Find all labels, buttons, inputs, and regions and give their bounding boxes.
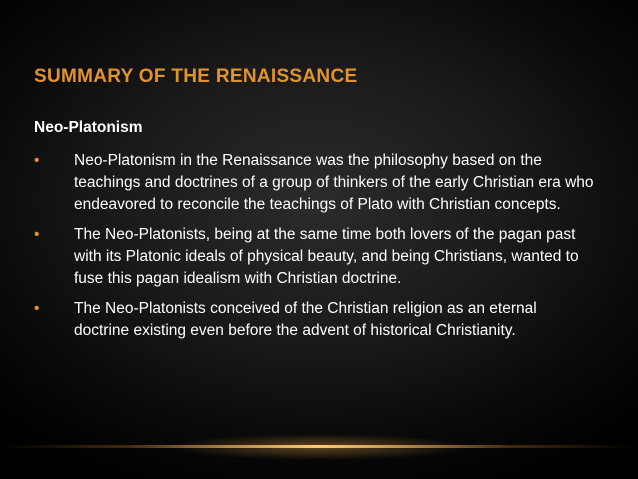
section-heading: Neo-Platonism: [34, 119, 143, 136]
bullet-text: The Neo-Platonists, being at the same time both lovers of the pagan past with its Platonic ideals of physical beauty, and being Christians, wanted to fuse this pagan idealism with Christian doctrine.: [74, 226, 579, 287]
slide-title: SUMMARY OF THE RENAISSANCE: [34, 66, 358, 87]
bullet-icon: •: [34, 152, 40, 169]
bullet-item: [34, 298, 594, 342]
accent-line: [0, 445, 638, 448]
bullet-list: [34, 150, 594, 350]
bullet-icon: •: [34, 300, 40, 317]
bullet-text: The Neo-Platonists conceived of the Christian religion as an eternal doctrine existing even before the advent of historical Christianity.: [74, 300, 537, 339]
bullet-text: Neo-Platonism in the Renaissance was the philosophy based on the teachings and doctrines of a group of thinkers of the early Christian era who endeavored to reconcile the teachings of Plato with Christian concepts.: [74, 152, 594, 213]
bullet-icon: •: [34, 226, 40, 243]
bullet-item: [34, 150, 594, 216]
bullet-item: [34, 224, 594, 290]
